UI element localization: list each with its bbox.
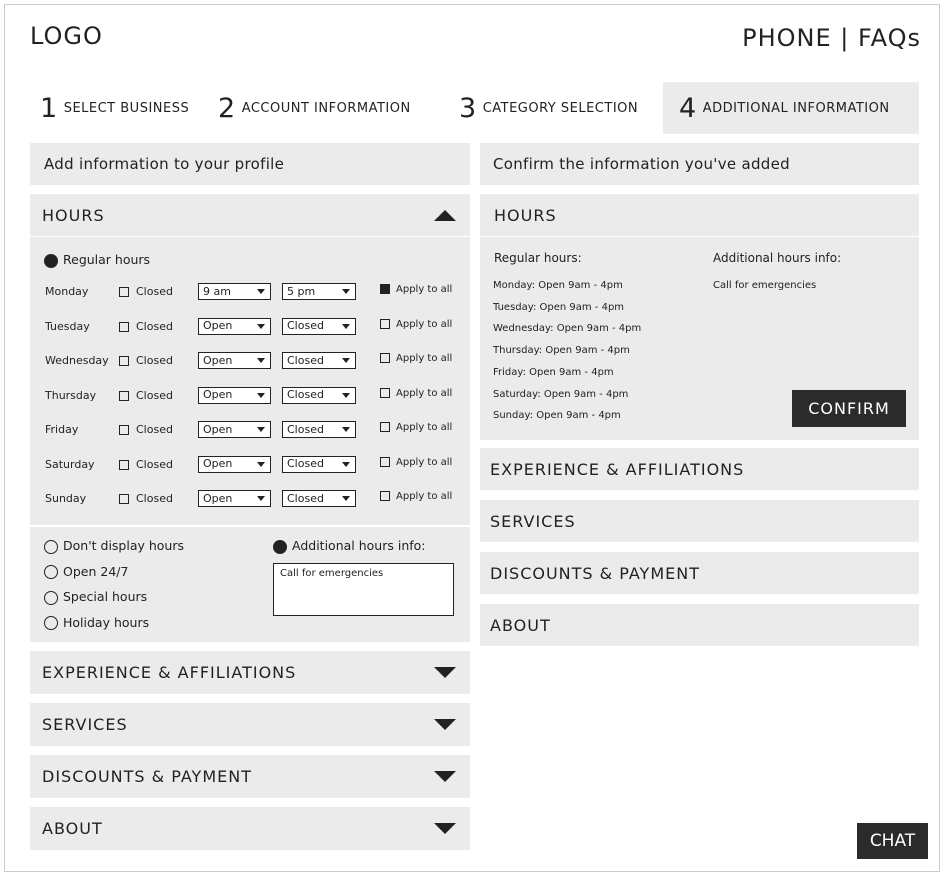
select-value: Open [203,388,233,401]
option-label: Open 24/7 [63,563,129,579]
day-row-thursday [45,387,465,405]
step-label: ADDITIONAL INFORMATION [702,100,890,116]
right-title: Confirm the information you've added [480,143,919,185]
expand-arrow-icon[interactable] [434,771,456,782]
dropdown-caret-icon [342,427,350,432]
checkbox-icon [119,425,129,435]
confirm-section-0[interactable] [480,448,919,490]
section-title: SERVICES [490,511,576,531]
closed-label: Closed [136,423,173,436]
open-time-select[interactable] [198,387,271,404]
day-label: Saturday [45,457,95,471]
radio-selected-icon [273,540,287,554]
day-row-tuesday [45,318,465,336]
section-title: DISCOUNTS & PAYMENT [490,563,700,583]
day-label: Wednesday [45,354,109,367]
day-row-sunday [45,490,465,508]
select-value: Closed [287,491,324,505]
dropdown-caret-icon [257,462,265,467]
apply-to-all-checkbox[interactable] [380,281,452,299]
step-label: CATEGORY SELECTION [482,100,639,116]
hours-option-radio[interactable] [44,589,147,605]
option-label: Special hours [63,589,148,604]
section-title: ABOUT [490,615,551,635]
summary-additional-value: Call for emergencies [713,280,817,291]
day-row-monday [45,283,465,301]
checkbox-icon [119,460,129,470]
confirm-section-3[interactable] [480,604,919,646]
checkbox-icon [380,422,390,432]
open-time-select[interactable] [198,456,271,473]
summary-line: Tuesday: Open 9am - 4pm [493,301,625,313]
close-time-select[interactable] [282,352,356,369]
accordion-3[interactable] [30,807,470,850]
dropdown-caret-icon [342,462,350,467]
day-label: Tuesday [45,319,90,333]
accordion-0[interactable] [30,651,470,694]
section-title: SERVICES [42,715,128,734]
expand-arrow-icon[interactable] [434,719,456,730]
summary-line: Wednesday: Open 9am - 4pm [493,323,642,335]
step-number: 2 [218,92,236,124]
step-label: SELECT BUSINESS [63,100,190,116]
confirm-button[interactable]: CONFIRM [792,390,906,427]
apply-to-all-checkbox[interactable] [380,419,452,437]
closed-checkbox[interactable] [119,318,173,336]
select-value: Open [203,319,233,332]
hours-option-radio[interactable] [44,538,184,554]
select-value: Open [203,353,233,367]
checkbox-icon [380,491,390,501]
close-time-select[interactable] [282,421,356,438]
checkbox-icon [380,353,390,363]
summary-line: Sunday: Open 9am - 4pm [493,410,621,422]
logo[interactable]: LOGO [30,22,103,50]
open-time-select[interactable] [198,283,271,300]
checkbox-icon [380,388,390,398]
checkbox-icon [380,319,390,329]
apply-label: Apply to all [396,387,453,399]
day-label: Monday [45,285,89,298]
additional-hours-textarea[interactable]: Call for emergencies [273,563,454,616]
step-select-business[interactable] [40,82,189,134]
apply-label: Apply to all [396,422,453,433]
day-row-wednesday [45,352,465,370]
open-time-select[interactable] [198,352,271,369]
closed-checkbox[interactable] [119,387,173,405]
hours-option-radio[interactable] [44,564,128,580]
closed-checkbox[interactable] [119,352,173,370]
dropdown-caret-icon [342,496,350,501]
dropdown-caret-icon [342,393,350,398]
dropdown-caret-icon [257,289,265,294]
dropdown-caret-icon [342,324,350,329]
closed-checkbox[interactable] [119,456,173,474]
apply-label: Apply to all [396,318,453,330]
apply-to-all-checkbox[interactable] [380,454,452,472]
option-label: Holiday hours [63,614,150,630]
chat-button[interactable]: CHAT [857,823,928,859]
apply-label: Apply to all [396,491,453,502]
radio-icon [44,565,58,579]
apply-to-all-checkbox[interactable] [380,385,452,403]
closed-checkbox[interactable] [119,283,173,301]
close-time-select[interactable] [282,456,356,473]
day-label: Sunday [45,492,87,505]
dropdown-caret-icon [257,393,265,398]
top-nav-phone-faqs[interactable]: PHONE | FAQs [742,24,921,52]
closed-label: Closed [136,319,173,333]
select-value: Closed [287,457,324,470]
checkbox-icon [380,457,390,467]
select-value: Closed [287,319,324,332]
hours-option-radio[interactable] [44,615,149,631]
summary-additional-label: Additional hours info: [713,251,842,265]
confirm-section-2[interactable] [480,552,919,594]
dropdown-caret-icon [257,427,265,432]
regular-hours-radio[interactable] [44,252,150,268]
confirm-section-1[interactable] [480,500,919,542]
checkbox-icon [119,494,129,504]
collapse-arrow-icon[interactable] [434,210,456,221]
expand-arrow-icon[interactable] [434,667,456,678]
closed-checkbox[interactable] [119,421,173,439]
left-title: Add information to your profile [30,143,470,185]
checkbox-icon [119,356,129,366]
radio-icon [44,616,58,630]
apply-to-all-checkbox[interactable] [380,488,452,506]
closed-label: Closed [136,388,173,402]
radio-selected-icon [44,254,58,268]
dropdown-caret-icon [257,496,265,501]
apply-to-all-checkbox[interactable] [380,350,452,368]
close-time-select[interactable] [282,283,356,300]
day-row-friday [45,421,465,439]
regular-hours-label: Regular hours [63,252,151,267]
checkbox-icon [380,284,390,294]
confirm-hours-header[interactable] [480,194,919,236]
checkbox-icon [119,322,129,332]
select-value: Open [203,457,233,470]
radio-icon [44,591,58,605]
step-number: 3 [459,92,477,124]
dropdown-caret-icon [257,324,265,329]
select-value: Closed [287,388,324,401]
apply-label: Apply to all [396,284,453,295]
option-label: Don't display hours [63,538,185,553]
step-number: 4 [679,92,697,124]
checkbox-icon [119,287,129,297]
step-label: ACCOUNT INFORMATION [241,100,411,116]
select-value: Closed [287,353,324,367]
dropdown-caret-icon [257,358,265,363]
step-additional-information[interactable] [663,82,919,134]
closed-label: Closed [136,457,173,471]
summary-line: Thursday: Open 9am - 4pm [493,345,630,357]
hours-title: HOURS [42,205,105,225]
section-title: DISCOUNTS & PAYMENT [42,767,252,786]
step-account-information[interactable] [218,82,411,134]
dropdown-caret-icon [342,289,350,294]
checkbox-icon [119,391,129,401]
section-title: ABOUT [42,819,103,838]
open-time-select[interactable] [198,421,271,438]
accordion-1[interactable] [30,703,470,746]
summary-line: Friday: Open 9am - 4pm [493,366,614,378]
hours-title: HOURS [494,205,557,225]
accordion-2[interactable] [30,755,470,798]
open-time-select[interactable] [198,490,271,507]
day-label: Thursday [45,388,97,402]
summary-line: Saturday: Open 9am - 4pm [493,388,629,400]
additional-hours-label: Additional hours info: [292,538,426,553]
hours-accordion-header[interactable] [30,194,470,236]
day-row-saturday [45,456,465,474]
additional-hours-radio[interactable] [273,538,426,554]
step-category-selection[interactable] [459,82,638,134]
apply-label: Apply to all [396,353,453,364]
select-value: 9 am [203,284,231,298]
closed-label: Closed [136,354,173,367]
apply-to-all-checkbox[interactable] [380,316,452,334]
select-value: 5 pm [287,284,316,298]
close-time-select[interactable] [282,490,356,507]
section-title: EXPERIENCE & AFFILIATIONS [490,459,745,479]
close-time-select[interactable] [282,387,356,404]
summary-regular-label: Regular hours: [494,251,582,265]
dropdown-caret-icon [342,358,350,363]
expand-arrow-icon[interactable] [434,823,456,834]
apply-label: Apply to all [396,456,453,468]
step-number: 1 [40,92,58,124]
select-value: Closed [287,422,324,436]
open-time-select[interactable] [198,318,271,335]
closed-label: Closed [136,285,173,298]
section-title: EXPERIENCE & AFFILIATIONS [42,663,297,682]
closed-label: Closed [136,492,173,505]
radio-icon [44,540,58,554]
closed-checkbox[interactable] [119,490,173,508]
day-label: Friday [45,423,79,436]
summary-line: Monday: Open 9am - 4pm [493,280,623,291]
select-value: Open [203,491,233,505]
close-time-select[interactable] [282,318,356,335]
select-value: Open [203,422,233,436]
